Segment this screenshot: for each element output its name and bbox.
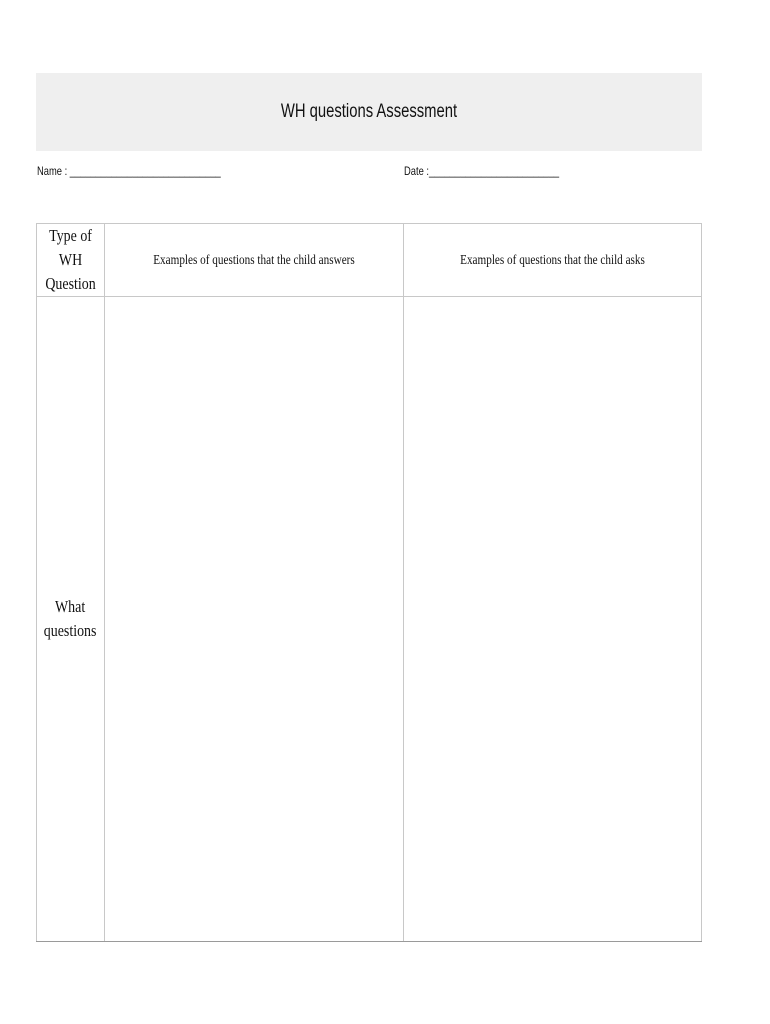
date-field[interactable]: Date :_________________________ (404, 164, 560, 178)
answers-entry-cell[interactable] (105, 297, 403, 942)
header-type-of-wh-question (37, 224, 105, 297)
header-type-line2: Question (45, 274, 96, 293)
row-type-cell (37, 297, 105, 942)
title-banner (36, 73, 702, 151)
document-title: WH questions Assessment (280, 101, 458, 122)
header-answers-label: Examples of questions that the child answers (153, 253, 355, 268)
table-row (37, 297, 702, 942)
name-field[interactable]: Name : _____________________________ (37, 164, 221, 178)
row-type-line2: questions (44, 621, 97, 640)
header-child-asks (403, 224, 701, 297)
header-type-line1: Type of WH (49, 226, 92, 269)
table-header-row (37, 224, 702, 297)
assessment-table (36, 223, 702, 942)
header-asks-label: Examples of questions that the child asks (459, 253, 645, 268)
header-child-answers (105, 224, 403, 297)
asks-entry-cell[interactable] (403, 297, 701, 942)
row-type-line1: What (55, 597, 86, 616)
